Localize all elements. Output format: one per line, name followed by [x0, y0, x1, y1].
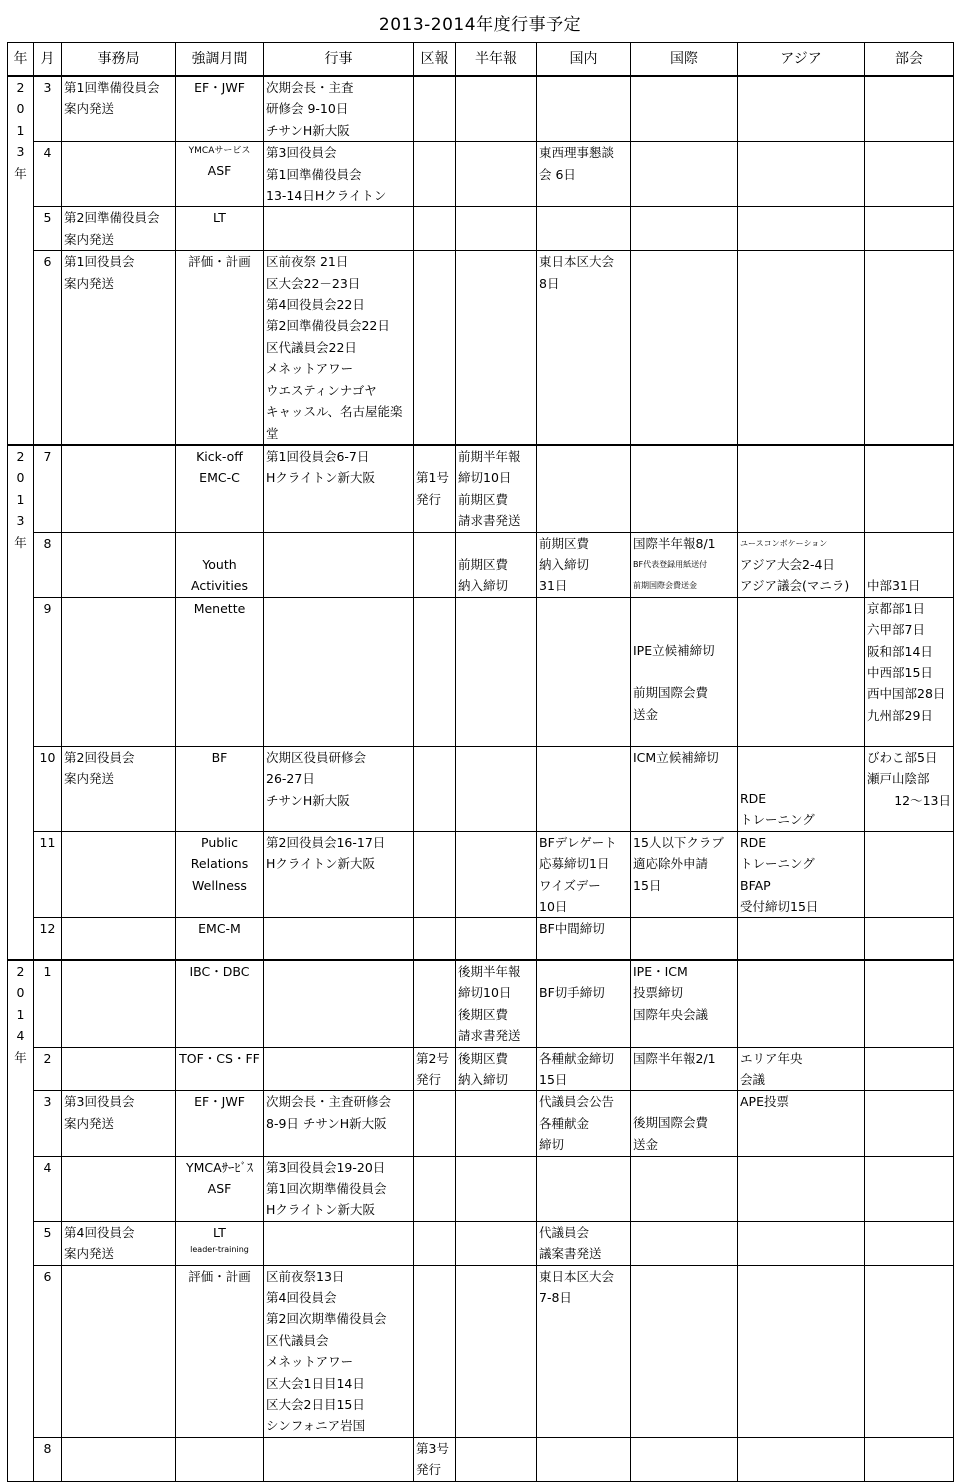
emphasis-cell: 評価・計画: [176, 251, 264, 445]
month-cell: 2: [34, 1047, 62, 1091]
kuho-cell: [414, 207, 456, 251]
domestic-cell: [537, 1156, 631, 1221]
header-month: 月: [34, 43, 62, 77]
events-cell: [264, 918, 414, 960]
table-row: [8, 597, 954, 746]
asia-cell: [738, 597, 865, 746]
office-cell: [62, 445, 176, 532]
year-label-2013-b: 2 0 1 3 年: [8, 445, 34, 960]
table-row: [8, 445, 954, 532]
month-cell: 11: [34, 831, 62, 918]
header-intl: 国際: [631, 43, 738, 77]
hannen-cell: 後期半年報 締切10日 後期区費 請求書発送: [456, 960, 537, 1047]
asia-cell: [738, 1221, 865, 1265]
intl-cell: 後期国際会費 送金: [631, 1091, 738, 1156]
month-cell: 5: [34, 1221, 62, 1265]
domestic-cell: 各種献金締切 15日: [537, 1047, 631, 1091]
intl-cell: IPE・ICM 投票締切 国際年央会議: [631, 960, 738, 1047]
header-events: 行事: [264, 43, 414, 77]
bukai-cell: [865, 831, 954, 918]
intl-main: 国際半年報8/1: [633, 535, 716, 551]
schedule-table: [7, 42, 954, 1482]
kuho-cell: [414, 597, 456, 746]
table-row: [8, 746, 954, 831]
events-cell: [264, 1221, 414, 1265]
asia-cell: [738, 76, 865, 142]
intl-cell: [631, 251, 738, 445]
header-domestic: 国内: [537, 43, 631, 77]
table-row: [8, 1091, 954, 1156]
domestic-cell: BF切手締切: [537, 960, 631, 1047]
events-cell: 区前夜祭 21日 区大会22－23日 第4回役員会22日 第2回準備役員会22日 区代議員会22日 メネットアワー ウエスティンナゴヤ キャッスル、名古屋能楽堂: [264, 251, 414, 445]
month-cell: 8: [34, 532, 62, 597]
table-row: [8, 1047, 954, 1091]
domestic-cell: [537, 207, 631, 251]
table-row: [8, 207, 954, 251]
events-cell: [264, 532, 414, 597]
kuho-cell: [414, 918, 456, 960]
month-cell: 3: [34, 76, 62, 142]
events-cell: [264, 960, 414, 1047]
office-cell: [62, 1265, 176, 1437]
month-cell: 10: [34, 746, 62, 831]
hannen-cell: [456, 207, 537, 251]
table-row: [8, 1437, 954, 1481]
kuho-cell: [414, 76, 456, 142]
asia-cell: [738, 960, 865, 1047]
kuho-cell: [414, 1156, 456, 1221]
domestic-cell: 東日本区大会 8日: [537, 251, 631, 445]
bukai-cell: [865, 76, 954, 142]
month-cell: 8: [34, 1437, 62, 1481]
events-cell: 次期会長・主査研修会 8-9日 チサンH新大阪: [264, 1091, 414, 1156]
bukai-cell: 中部31日: [865, 532, 954, 597]
intl-cell: [631, 1437, 738, 1481]
kuho-cell: 第2号 発行: [414, 1047, 456, 1091]
intl-cell: ICM立候補締切: [631, 746, 738, 831]
domestic-cell: [537, 76, 631, 142]
events-cell: [264, 1437, 414, 1481]
domestic-cell: [537, 1437, 631, 1481]
kuho-cell: 第3号 発行: [414, 1437, 456, 1481]
hannen-cell: [456, 76, 537, 142]
bukai-cell: [865, 918, 954, 960]
year-label-2014: 2 0 1 4 年: [8, 960, 34, 1481]
kuho-cell: [414, 831, 456, 918]
intl-cell: [631, 76, 738, 142]
events-cell: 次期区役員研修会 26-27日 チサンH新大阪: [264, 746, 414, 831]
intl-small-1: BF代表登録用紙送付: [633, 559, 708, 569]
header-office: 事務局: [62, 43, 176, 77]
month-cell: 6: [34, 1265, 62, 1437]
asia-cell: APE投票: [738, 1091, 865, 1156]
intl-cell: [631, 597, 738, 746]
bukai-cell: [865, 1437, 954, 1481]
table-row: [8, 1265, 954, 1437]
bukai-cell: [865, 251, 954, 445]
asia-cell: [738, 207, 865, 251]
hannen-cell: [456, 251, 537, 445]
office-cell: 第1回準備役員会 案内発送: [62, 76, 176, 142]
hannen-cell: [456, 831, 537, 918]
month-cell: 6: [34, 251, 62, 445]
hannen-cell: [456, 1265, 537, 1437]
asia-cell: RDE トレーニング BFAP 受付締切15日: [738, 831, 865, 918]
hannen-cell: [456, 142, 537, 207]
kuho-cell: [414, 1091, 456, 1156]
table-row: [8, 1221, 954, 1265]
domestic-cell: 前期区費 納入締切 31日: [537, 532, 631, 597]
asia-cell: [738, 1265, 865, 1437]
kuho-cell: [414, 142, 456, 207]
bukai-cell: [865, 207, 954, 251]
events-cell: 第3回役員会19-20日 第1回次期準備役員会 Hクライトン新大阪: [264, 1156, 414, 1221]
header-hannen: 半年報: [456, 43, 537, 77]
header-emphasis: 強調月間: [176, 43, 264, 77]
office-cell: 第4回役員会 案内発送: [62, 1221, 176, 1265]
kuho-cell: [414, 532, 456, 597]
events-cell: 次期会長・主査 研修会 9-10日 チサンH新大阪: [264, 76, 414, 142]
bukai-cell: [865, 960, 954, 1047]
intl-second: 前期国際会費 送金: [633, 685, 709, 722]
emphasis-cell: IBC・DBC: [176, 960, 264, 1047]
bukai-cell: [865, 445, 954, 532]
office-cell: 第2回役員会 案内発送: [62, 746, 176, 831]
office-cell: [62, 1437, 176, 1481]
asia-cell: [738, 445, 865, 532]
month-cell: 3: [34, 1091, 62, 1156]
kuho-cell: [414, 960, 456, 1047]
table-row: [8, 532, 954, 597]
domestic-cell: [537, 597, 631, 746]
bukai-cell: 京都部1日 六甲部7日 阪和部14日 中西部15日 西中国部28日 九州部29日: [865, 597, 954, 746]
domestic-cell: 代議員会 議案書発送: [537, 1221, 631, 1265]
bukai-cell: [865, 1221, 954, 1265]
table-row: [8, 142, 954, 207]
table-row: [8, 831, 954, 918]
intl-small-2: 前期国際会費送金: [633, 581, 697, 591]
events-cell: [264, 597, 414, 746]
emphasis-cell: EF・JWF: [176, 1091, 264, 1156]
intl-cell: 15人以下クラブ 適応除外申請 15日: [631, 831, 738, 918]
emphasis-small: YMCAサービス: [188, 146, 251, 157]
events-cell: 第3回役員会 第1回準備役員会 13-14日Hクライトン: [264, 142, 414, 207]
year-label-2013-a: 2 0 1 3 年: [8, 76, 34, 445]
kuho-cell: [414, 251, 456, 445]
header-row: [8, 43, 954, 77]
emphasis-cell: TOF・CS・FF: [176, 1047, 264, 1091]
emphasis-cell: [176, 142, 264, 207]
office-cell: [62, 142, 176, 207]
office-cell: 第1回役員会 案内発送: [62, 251, 176, 445]
bukai-cell: [865, 746, 954, 831]
bukai-cell: [865, 1265, 954, 1437]
hannen-cell: [456, 1156, 537, 1221]
month-cell: 5: [34, 207, 62, 251]
table-row: [8, 1156, 954, 1221]
header-asia: アジア: [738, 43, 865, 77]
intl-cell: [631, 1156, 738, 1221]
events-cell: 第1回役員会6-7日 Hクライトン新大阪: [264, 445, 414, 532]
hannen-cell: [456, 1091, 537, 1156]
emphasis-cell: Kick-off EMC-C: [176, 445, 264, 532]
asia-cell: [738, 532, 865, 597]
intl-cell: [631, 1221, 738, 1265]
emphasis-cell: [176, 1221, 264, 1265]
asia-cell: [738, 1437, 865, 1481]
month-cell: 4: [34, 1156, 62, 1221]
office-cell: 第2回準備役員会 案内発送: [62, 207, 176, 251]
asia-cell: エリア年央 会議: [738, 1047, 865, 1091]
month-cell: 1: [34, 960, 62, 1047]
intl-cell: 国際半年報2/1: [631, 1047, 738, 1091]
hannen-cell: [456, 1437, 537, 1481]
office-cell: [62, 831, 176, 918]
header-bukai: 部会: [865, 43, 954, 77]
office-cell: [62, 532, 176, 597]
month-cell: 4: [34, 142, 62, 207]
asia-main: アジア大会2-4日 アジア議会(マニラ): [740, 556, 850, 594]
intl-cell: [631, 142, 738, 207]
domestic-cell: 東西理事懇談 会 6日: [537, 142, 631, 207]
domestic-cell: BF中間締切: [537, 918, 631, 960]
bukai-cell: [865, 1091, 954, 1156]
month-cell: 7: [34, 445, 62, 532]
table-row: [8, 76, 954, 142]
asia-small: ユースコンボケーション: [740, 538, 828, 548]
asia-cell: [738, 142, 865, 207]
events-cell: [264, 1047, 414, 1091]
emphasis-main: LT: [213, 1224, 226, 1240]
emphasis-cell: 評価・計画: [176, 1265, 264, 1437]
domestic-cell: BFデレゲート 応募締切1日 ワイズデー 10日: [537, 831, 631, 918]
emphasis-cell: [176, 1437, 264, 1481]
domestic-cell: 代議員会公告 各種献金 締切: [537, 1091, 631, 1156]
bukai-cell: [865, 1047, 954, 1091]
domestic-cell: [537, 746, 631, 831]
asia-cell: [738, 918, 865, 960]
intl-cell: [631, 207, 738, 251]
kuho-cell: [414, 1221, 456, 1265]
month-cell: 9: [34, 597, 62, 746]
intl-cell: [631, 918, 738, 960]
domestic-cell: [537, 445, 631, 532]
table-row: [8, 918, 954, 960]
office-cell: [62, 1047, 176, 1091]
hannen-cell: 前期半年報 締切10日 前期区費 請求書発送: [456, 445, 537, 532]
header-year: 年: [8, 43, 34, 77]
header-kuho: 区報: [414, 43, 456, 77]
hannen-cell: [456, 1221, 537, 1265]
events-cell: 第2回役員会16-17日 Hクライトン新大阪: [264, 831, 414, 918]
asia-cell: RDE トレーニング: [738, 746, 865, 831]
kuho-cell: [414, 746, 456, 831]
table-row: [8, 251, 954, 445]
bukai-main: びわこ部5日 瀬戸山陰部: [867, 749, 938, 787]
intl-cell: [631, 532, 738, 597]
hannen-cell: [456, 918, 537, 960]
office-cell: [62, 1156, 176, 1221]
emphasis-main: ASF: [207, 163, 232, 179]
bukai-cell: [865, 142, 954, 207]
hannen-cell: 前期区費 納入締切: [456, 532, 537, 597]
intl-cell: [631, 445, 738, 532]
events-cell: [264, 207, 414, 251]
emphasis-cell: EMC-M: [176, 918, 264, 960]
asia-cell: [738, 1156, 865, 1221]
month-cell: 12: [34, 918, 62, 960]
asia-cell: [738, 251, 865, 445]
events-cell: 区前夜祭13日 第4回役員会 第2回次期準備役員会 区代議員会 メネットアワー 区大会1日目14日 区大会2日目15日 シンフォニア岩国: [264, 1265, 414, 1437]
intl-main: IPE立候補締切: [633, 642, 715, 658]
emphasis-cell: EF・JWF: [176, 76, 264, 142]
office-cell: 第3回役員会 案内発送: [62, 1091, 176, 1156]
kuho-cell: [414, 1265, 456, 1437]
emphasis-cell: YMCAｻｰﾋﾞｽ ASF: [176, 1156, 264, 1221]
office-cell: [62, 960, 176, 1047]
page-title: 2013-2014年度行事予定: [378, 15, 582, 35]
hannen-cell: [456, 597, 537, 746]
bukai-second: 12～13日: [894, 792, 951, 808]
emphasis-cell: BF: [176, 746, 264, 831]
table-row: [8, 960, 954, 1047]
emphasis-cell: Public Relations Wellness: [176, 831, 264, 918]
emphasis-cell: Menette: [176, 597, 264, 746]
office-cell: [62, 918, 176, 960]
hannen-cell: [456, 746, 537, 831]
emphasis-cell: LT: [176, 207, 264, 251]
kuho-cell: 第1号 発行: [414, 445, 456, 532]
hannen-cell: 後期区費 納入締切: [456, 1047, 537, 1091]
emphasis-small: leader-training: [190, 1245, 249, 1255]
domestic-cell: 東日本区大会 7-8日: [537, 1265, 631, 1437]
emphasis-cell: Youth Activities: [176, 532, 264, 597]
office-cell: [62, 597, 176, 746]
intl-cell: [631, 1265, 738, 1437]
bukai-cell: [865, 1156, 954, 1221]
